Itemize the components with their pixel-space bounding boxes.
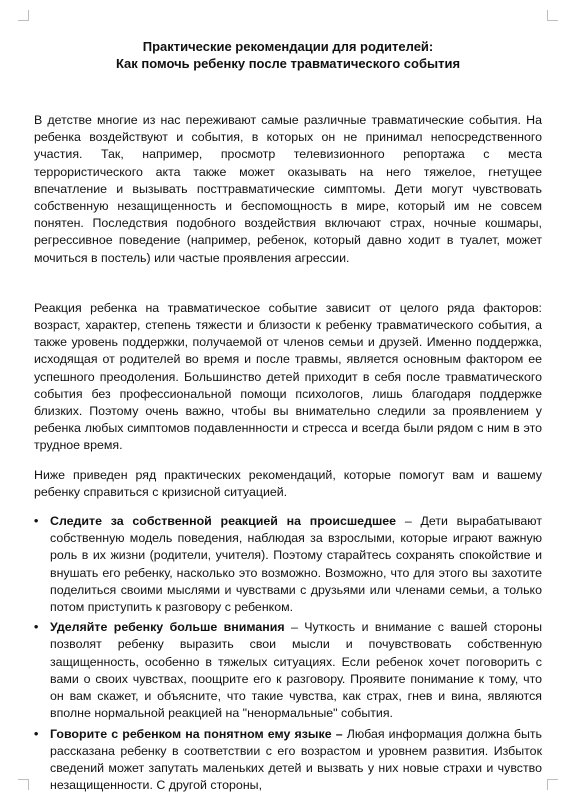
paragraph-factors: Реакция ребенка на травматическое событие зависит от целого ряда факторов: возраст, характер, степень тяжести и близости к ребенку травматического события, а также уровень поддержки, получаемой от членов семьи и друзей. Именно поддержка, исходящая от родителей во время и после травмы, является основным фактором ее успешного преодоления. Большинство детей приходит в себя после травматического события без профессиональной помощи психологов, лишь благодаря поддержке близких. Поэтому очень важно, чтобы вы внимательно следили за проявлением у ребенка любых симптомов подавленнности и стресса и всегда были рядом с ним в это трудное время. xyxy=(34,300,542,453)
crop-mark-top-left xyxy=(18,10,29,21)
bullet-marker: • xyxy=(34,726,39,741)
crop-mark-top-right xyxy=(547,10,558,21)
list-item xyxy=(34,513,542,616)
bullet-marker: • xyxy=(34,620,39,635)
recommendation-text: – Дети вырабатывают собственную модель поведения, наблюдая за взрослыми, которые играют важную роль в их жизни (родители, учителя). Поэтому старайтесь сохранять спокойствие и внушать его ребенку, насколько это возможно. Возможно, что для этого вы захотите поделиться своими мыслями и чувствами с друзьями или членами семьи, а только потом приступить к разговору с ребенком. xyxy=(50,514,542,615)
crop-mark-bottom-right xyxy=(547,779,558,790)
recommendation-text: – Чуткость и внимание с вашей стороны позволят ребенку выразить свои мысли и почувствовать собственную защищенность, особенно в тяжелых ситуациях. Если ребенок хочет поговорить с вами о своих чувствах, поощрите его к разговору. Проявите понимание к тому, что он вам скажет, и объясните, что такие чувства, как страх, гнев и вина, являются вполне нормальной реакцией на "ненормальные" события. xyxy=(50,620,542,721)
bullet-marker: • xyxy=(34,514,39,529)
list-item xyxy=(34,726,542,795)
document-title xyxy=(34,38,542,72)
crop-mark-bottom-left xyxy=(18,779,29,790)
paragraph-recommendations-intro: Ниже приведен ряд практических рекомендаций, которые помогут вам и вашему ребенку справиться с кризисной ситуацией. xyxy=(34,467,542,499)
title-line-1: Практические рекомендации для родителей: xyxy=(142,39,434,54)
document-body xyxy=(34,38,542,797)
recommendation-heading: Говорите с ребенком на понятном ему языке – xyxy=(50,726,343,741)
recommendation-heading: Следите за собственной реакцией на происшедшее xyxy=(50,514,397,529)
paragraph-intro: В детстве многие из нас переживают самые различные травматические события. На ребенка воздействуют и события, в которых он не принимал непосредственного участия. Так, например, просмотр телевизионного репортажа с места террористического акта также может оказывать на него тяжелое, гнетущее впечатление и вызывать посттравматические симптомы. Дети могут чувствовать собственную незащищенность и беспомощность в мире, который им не совсем понятен. Последствия подобного воздействия включают страх, ночные кошмары, регрессивное поведение (например, ребенок, который давно ходит в туалет, может мочиться в постель) или частые проявления агрессии. xyxy=(34,113,542,265)
recommendations-list xyxy=(34,513,542,794)
list-item xyxy=(34,619,542,722)
title-line-2: Как помочь ребенку после травматического события xyxy=(115,56,461,71)
recommendation-heading: Уделяйте ребенку больше внимания xyxy=(50,620,285,635)
recommendation-text: Любая информация должна быть рассказана ребенку в соответствии с его возрастом и уровнем развития. Избыток сведений может запутать маленьких детей и вызвать у них новые страхи и чувство незащищенности. С другой стороны, xyxy=(50,726,542,793)
